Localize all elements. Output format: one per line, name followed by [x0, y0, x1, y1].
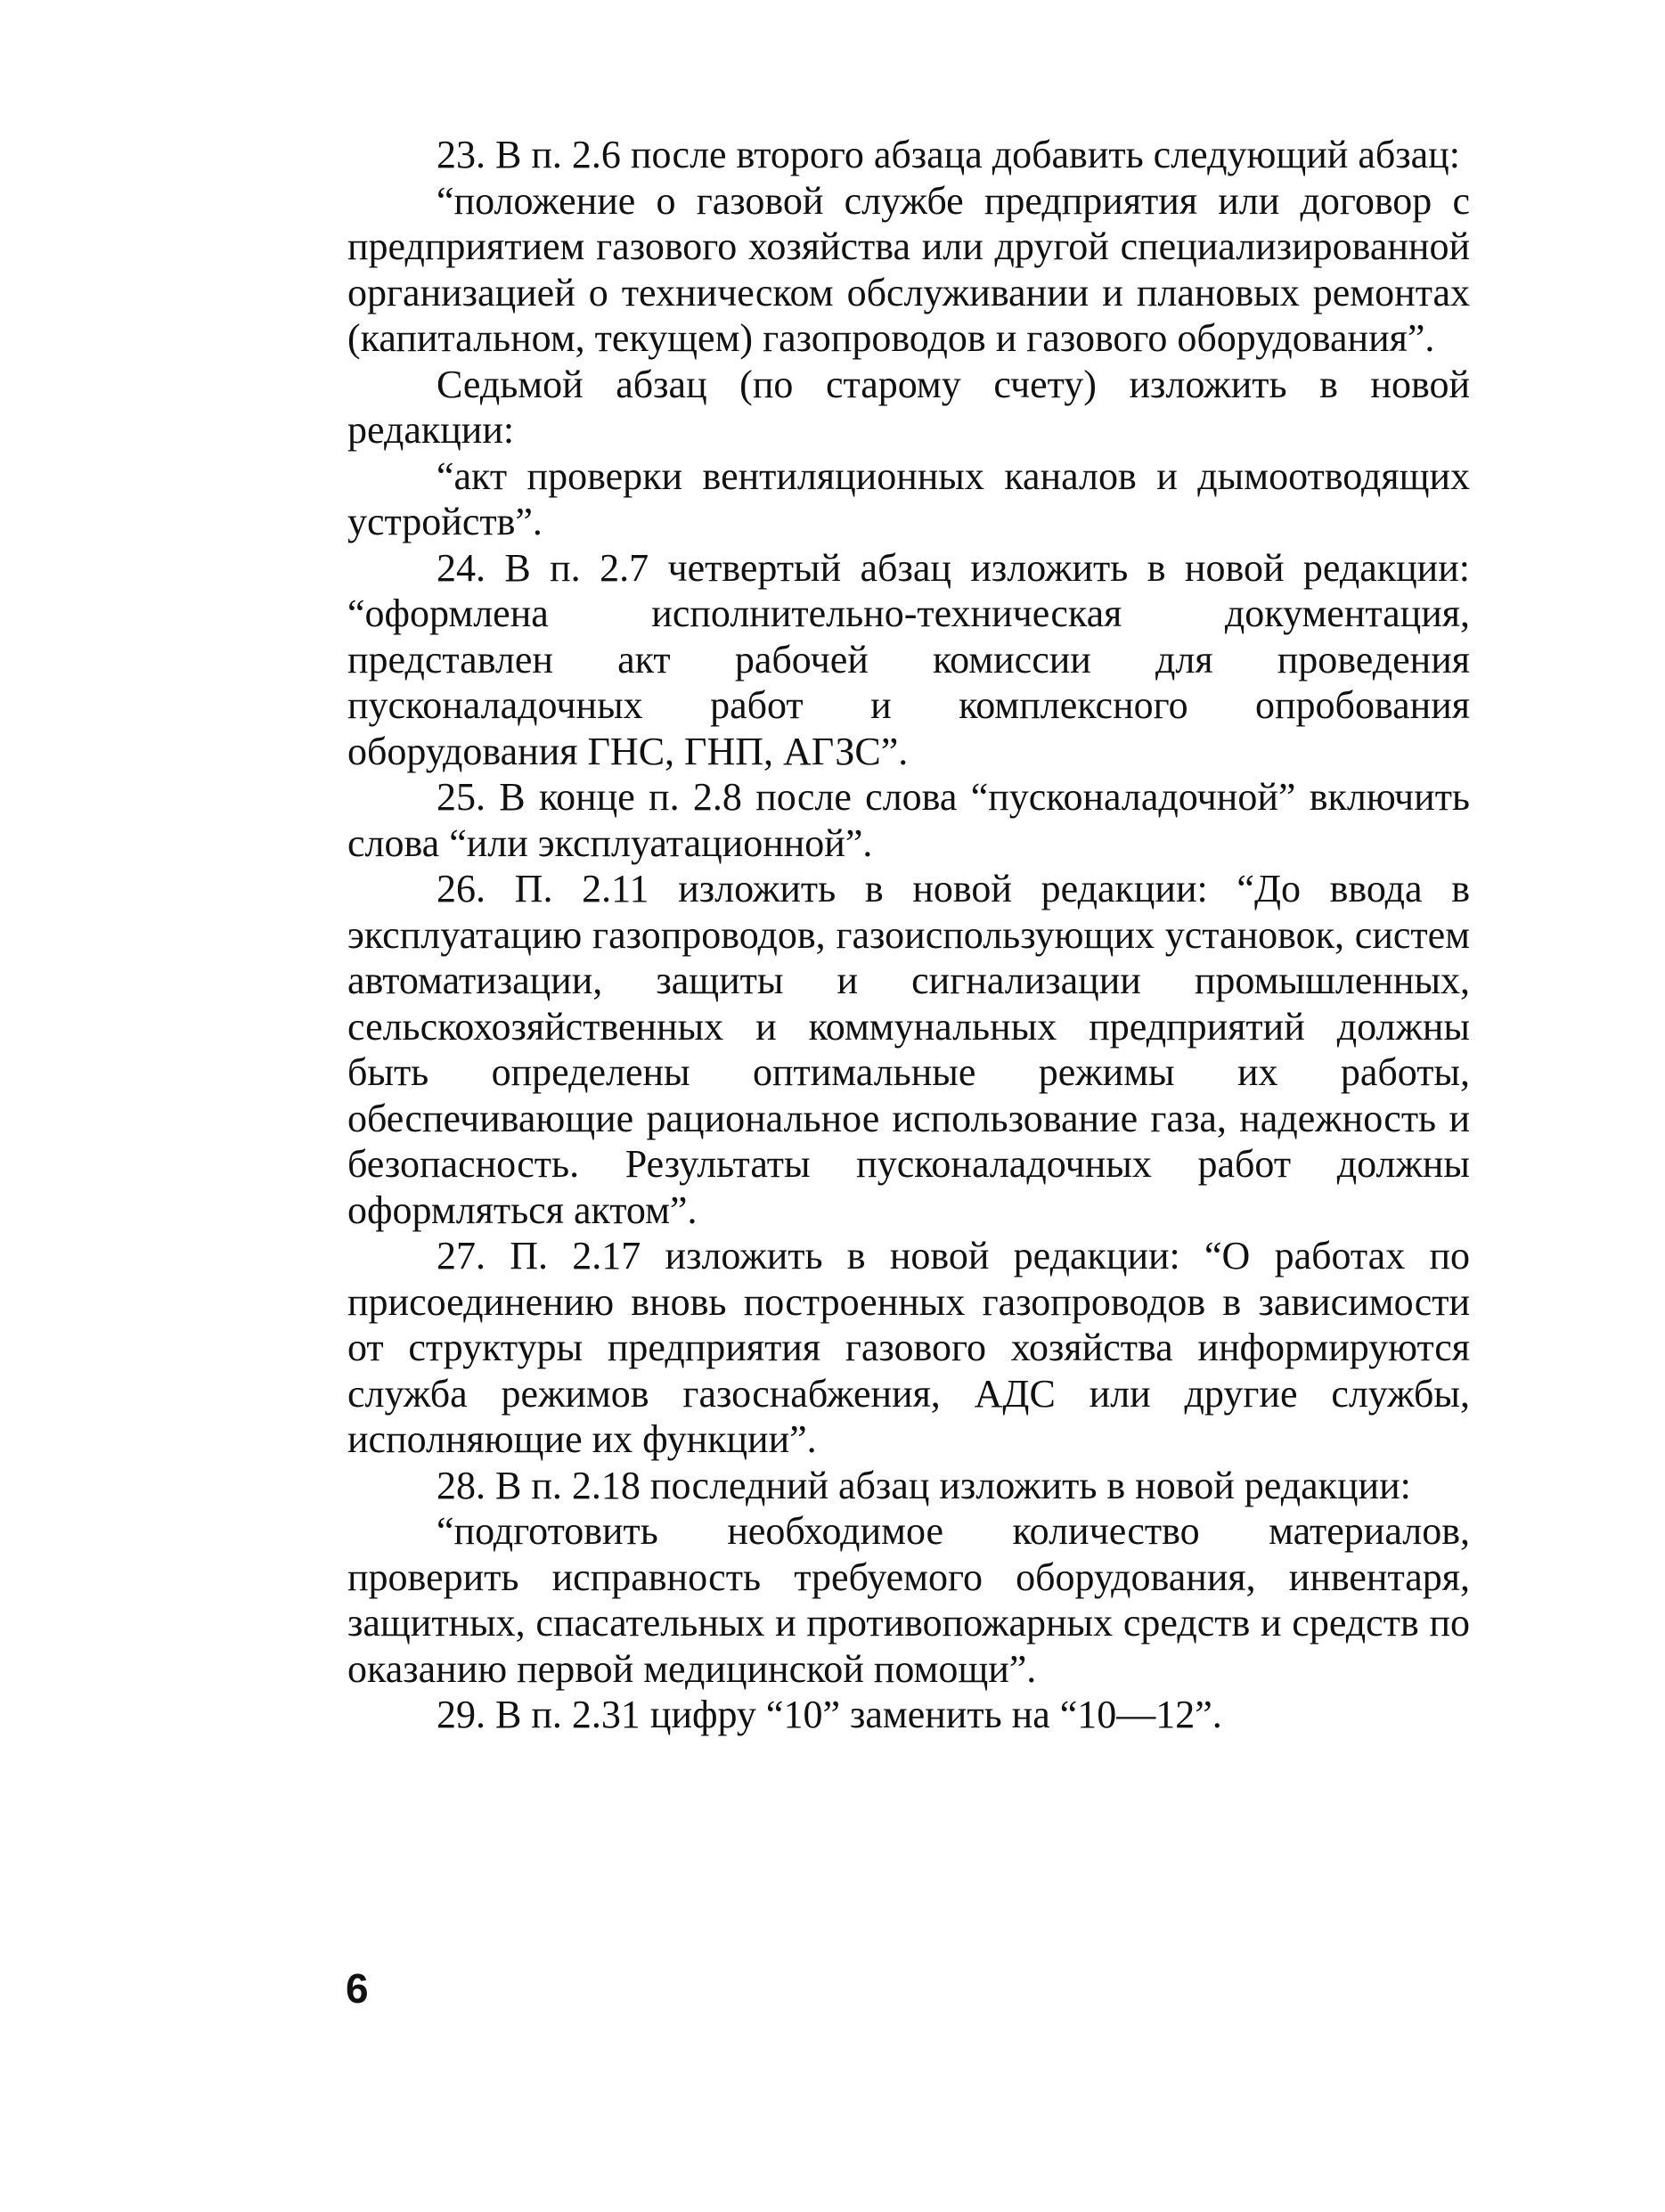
- document-body: [347, 132, 1470, 1738]
- paragraph-item-29: 29. В п. 2.31 цифру “10” заменить на “10—12”.: [437, 1693, 1222, 1736]
- paragraph-item-26: 26. П. 2.11 изложить в новой редакции: “До ввода в эксплуатацию газопроводов, газоиспользующих установок, систем автоматизации, защиты и сигнализации промышленных, сельскохозяйственных и коммунальных предприятий должны быть определены оптимальные режимы их работы, обеспечивающие рациональное использование газа, надежность и безопасность. Результаты пусконаладочных работ должны оформляться актом”.: [347, 867, 1470, 1232]
- paragraph-seventh-abzac: Седьмой абзац (по старому счету) изложить в новой редакции:: [347, 362, 1470, 452]
- paragraph-quote-materials: “подготовить необходимое количество материалов, проверить исправность требуемого оборудования, инвентаря, защитных, спасательных и противопожарных средств и средств по оказанию первой медицинской помощи”.: [347, 1509, 1470, 1691]
- paragraph-item-27: 27. П. 2.17 изложить в новой редакции: “О работах по присоединению вновь построенных газопроводов в зависимости от структуры предприятия газового хозяйства информируются служба режимов газоснабжения, АДС или другие службы, исполняющие их функции”.: [347, 1234, 1470, 1461]
- paragraph-item-24: 24. В п. 2.7 четвертый абзац изложить в новой редакции: “оформлена исполнительно-техническая документация, представлен акт рабочей комиссии для проведения пусконаладочных работ и комплексного опробования оборудования ГНС, ГНП, АГЗС”.: [347, 545, 1470, 773]
- paragraph-item-28: 28. В п. 2.18 последний абзац изложить в новой редакции:: [437, 1463, 1411, 1507]
- paragraph-item-23: 23. В п. 2.6 после второго абзаца добавить следующий абзац:: [437, 133, 1460, 176]
- paragraph-quote-ventilation: “акт проверки вентиляционных каналов и дымоотводящих устройств”.: [347, 453, 1470, 543]
- paragraph-item-25: 25. В конце п. 2.8 после слова “пусконаладочной” включить слова “или эксплуатационной”.: [347, 775, 1470, 865]
- paragraph-quote-gas-service: “положение о газовой службе предприятия или договор с предприятием газового хозяйства или другой специализированной организацией о техническом обслуживании и плановых ремонтах (капитальном, текущем) газопроводов и газового оборудования”.: [347, 178, 1470, 360]
- page-number: 6: [346, 1965, 369, 2012]
